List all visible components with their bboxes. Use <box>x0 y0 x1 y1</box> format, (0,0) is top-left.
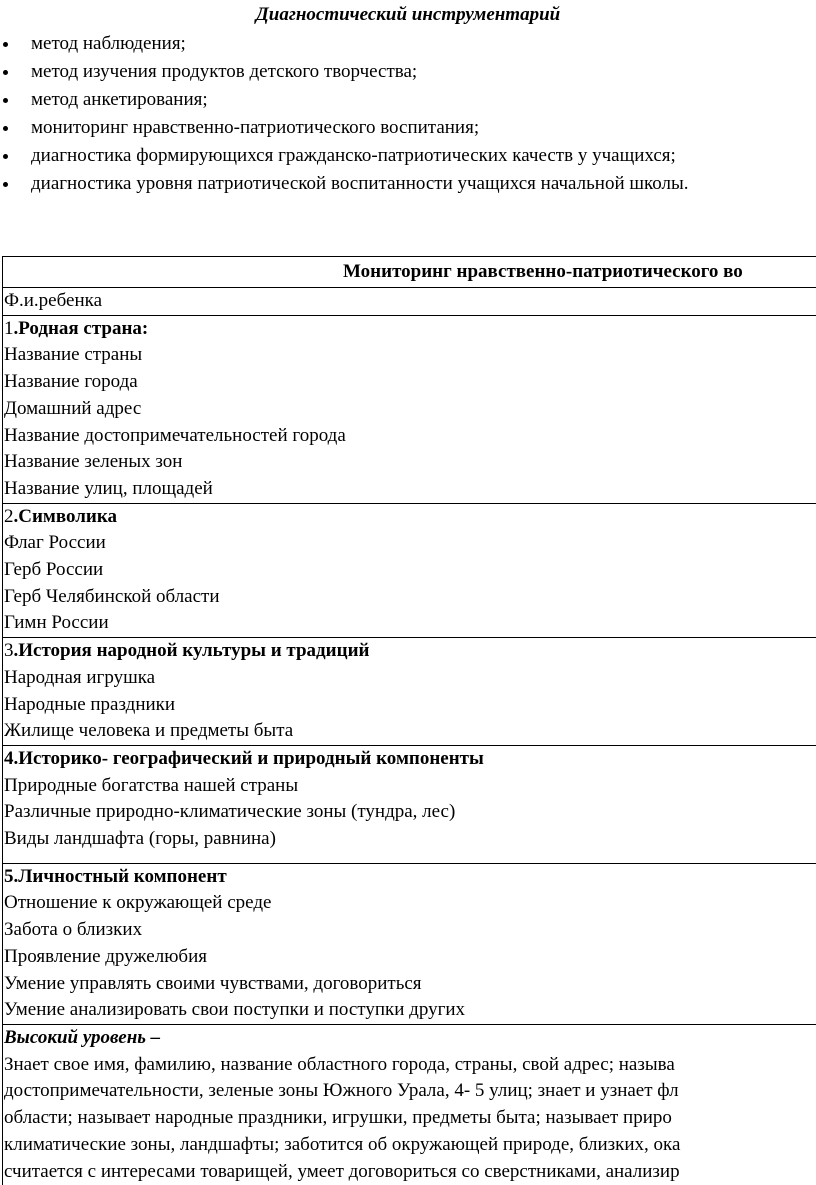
level-text-line: считается с интересами товарищей, умеет договориться со сверстниками, анализир <box>4 1159 816 1185</box>
method-list <box>0 30 816 198</box>
level-text-line: Знает свое имя, фамилию, название областного города, страны, свой адрес; называ <box>4 1052 816 1079</box>
section-item: Герб России <box>4 557 816 584</box>
section-symbols <box>3 504 816 639</box>
list-item <box>0 86 816 114</box>
list-item <box>0 30 816 58</box>
monitoring-table <box>2 256 816 1185</box>
document-title: Диагностический инструментарий <box>0 4 816 26</box>
list-item-text: мониторинг нравственно-патриотического воспитания; <box>31 117 479 138</box>
section-item: Умение анализировать свои поступки и поступки других <box>4 997 816 1024</box>
section-heading: 2.Символика <box>4 504 816 531</box>
section-heading: 1.Родная страна: <box>4 316 816 343</box>
list-item <box>0 142 816 170</box>
section-item: Название зеленых зон <box>4 449 816 476</box>
bullet-icon <box>3 42 8 47</box>
section-high-level <box>3 1025 816 1185</box>
list-item <box>0 58 816 86</box>
bullet-icon <box>3 182 8 187</box>
section-heading: 3.История народной культуры и традиций <box>4 638 816 665</box>
section-item: Умение управлять своими чувствами, договориться <box>4 971 816 998</box>
list-item-text: диагностика уровня патриотической воспитанности учащихся начальной школы. <box>31 173 689 194</box>
section-item: Флаг России <box>4 530 816 557</box>
section-item: Народные праздники <box>4 692 816 719</box>
section-item: Название достопримечательностей города <box>4 423 816 450</box>
level-text-line: климатические зоны, ландшафты; заботится об окружающей природе, близких, ока <box>4 1132 816 1159</box>
section-homeland <box>3 316 816 504</box>
bullet-icon <box>3 126 8 131</box>
section-item: Виды ландшафта (горы, равнина) <box>4 826 816 853</box>
section-item: Гимн России <box>4 610 816 637</box>
level-text-line: области; называет народные праздники, игрушки, предметы быта; называет приро <box>4 1105 816 1132</box>
section-item: Герб Челябинской области <box>4 584 816 611</box>
section-item: Название города <box>4 369 816 396</box>
list-item-text: метод анкетирования; <box>31 89 208 110</box>
level-heading: Высокий уровень – <box>4 1025 816 1052</box>
section-personal <box>3 864 816 1025</box>
section-item: Жилище человека и предметы быта <box>4 718 816 745</box>
section-heading: 5.Личностный компонент <box>4 864 816 891</box>
section-item: Народная игрушка <box>4 665 816 692</box>
section-item: Проявление дружелюбия <box>4 944 816 971</box>
section-item: Забота о близких <box>4 917 816 944</box>
section-folk-culture <box>3 638 816 746</box>
section-item: Природные богатства нашей страны <box>4 773 816 800</box>
list-item-text: диагностика формирующихся гражданско-патриотических качеств у учащихся; <box>31 145 676 166</box>
section-geography <box>3 746 816 864</box>
section-item: Название улиц, площадей <box>4 476 816 503</box>
section-item: Домашний адрес <box>4 396 816 423</box>
bullet-icon <box>3 154 8 159</box>
list-item <box>0 170 791 198</box>
section-item: Различные природно-климатические зоны (тундра, лес) <box>4 799 816 826</box>
bullet-icon <box>3 98 8 103</box>
section-heading: 4.Историко- географический и природный компоненты <box>4 746 816 773</box>
child-name-row: Ф.и.ребенка <box>3 288 816 316</box>
list-item-text: метод изучения продуктов детского творчества; <box>31 61 417 82</box>
level-text-line: достопримечательности, зеленые зоны Южного Урала, 4- 5 улиц; знает и узнает фл <box>4 1078 816 1105</box>
section-item: Название страны <box>4 342 816 369</box>
list-item-text: метод наблюдения; <box>31 33 186 54</box>
list-item <box>0 114 816 142</box>
section-item: Отношение к окружающей среде <box>4 890 816 917</box>
table-header: Мониторинг нравственно-патриотического во <box>3 257 816 288</box>
bullet-icon <box>3 70 8 75</box>
